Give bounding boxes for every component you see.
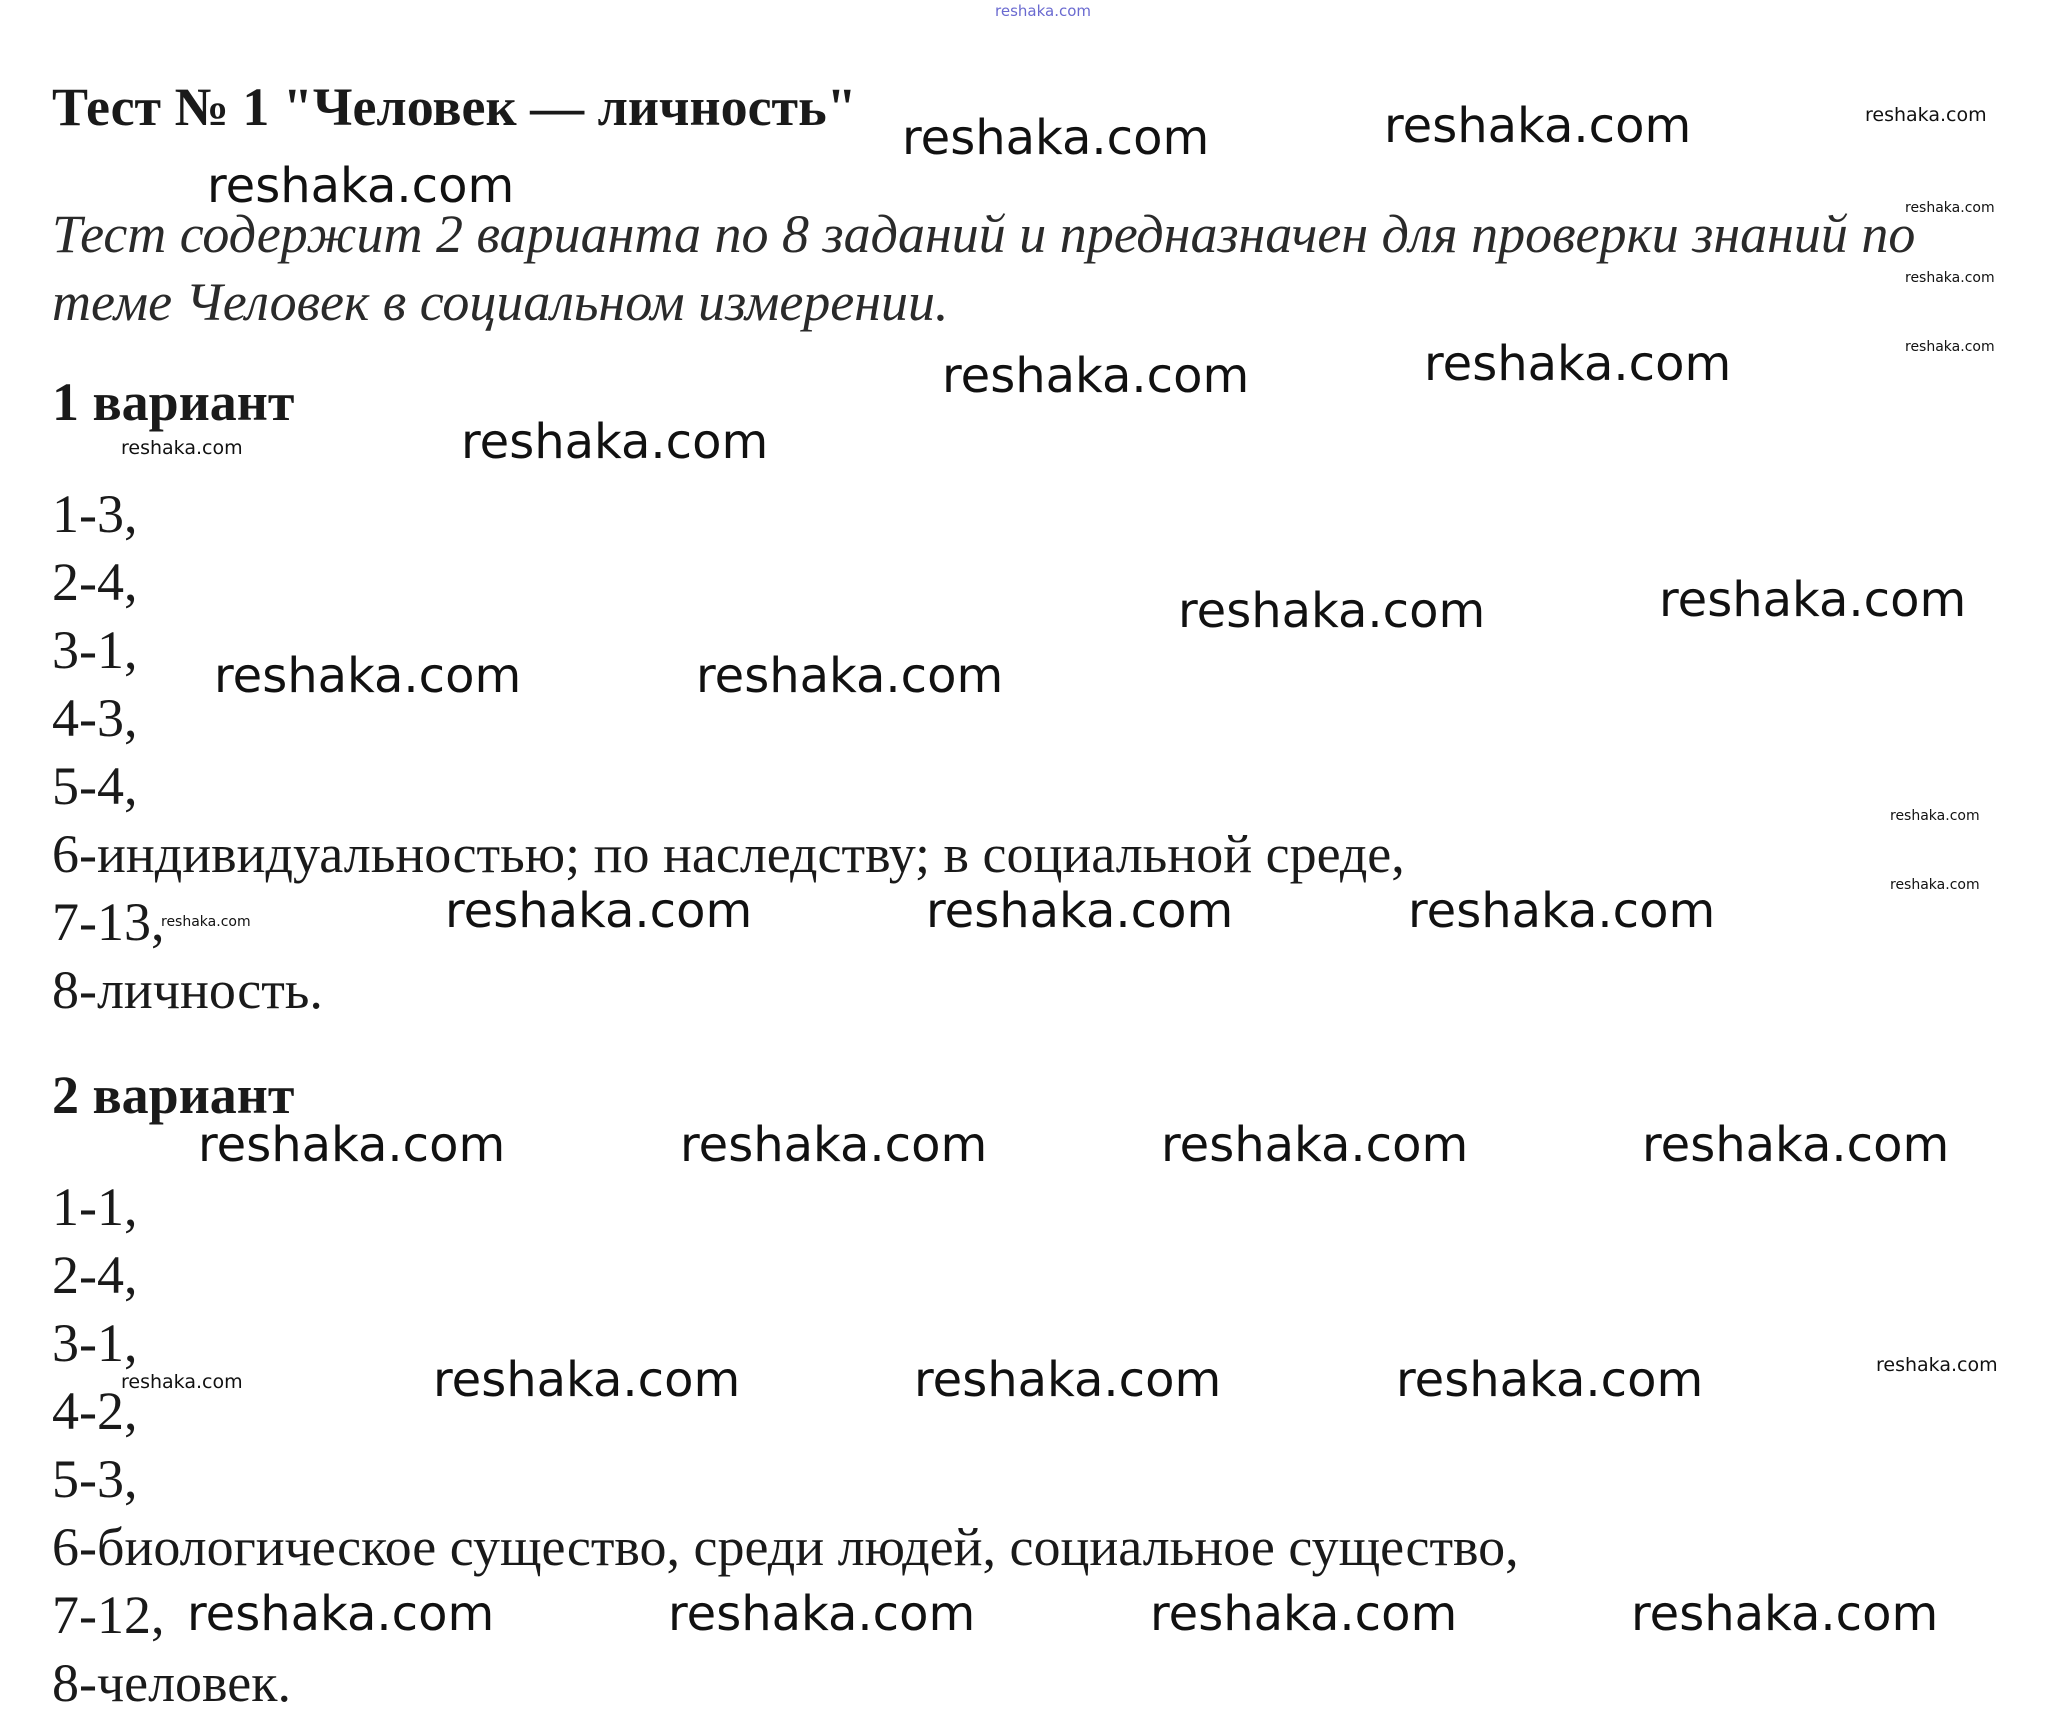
watermark: reshaka.com	[1150, 1586, 1458, 1642]
watermark: reshaka.com	[1659, 572, 1967, 628]
watermark: reshaka.com	[1905, 270, 1995, 286]
answer-item: 4-3,	[52, 688, 138, 748]
watermark: reshaka.com	[1178, 583, 1486, 639]
page-title: Тест № 1 "Человек — личность"	[52, 77, 857, 137]
variant-1-answers	[52, 480, 1405, 1024]
watermark: reshaka.com	[1161, 1117, 1469, 1173]
answer-item: 1-1,	[52, 1177, 138, 1237]
answer-item: 6-биологическое существо, среди людей, социальное существо,	[52, 1517, 1519, 1577]
watermark: reshaka.com	[1384, 98, 1692, 154]
watermark: reshaka.com	[942, 348, 1250, 404]
watermark: reshaka.com	[214, 648, 522, 704]
watermark: reshaka.com	[1865, 104, 1987, 126]
watermark: reshaka.com	[1631, 1586, 1939, 1642]
watermark: reshaka.com	[1424, 336, 1732, 392]
watermark: reshaka.com	[445, 883, 753, 939]
watermark: reshaka.com	[926, 883, 1234, 939]
watermark: reshaka.com	[680, 1117, 988, 1173]
watermark: reshaka.com	[461, 414, 769, 470]
answer-item: 8-личность.	[52, 960, 323, 1020]
watermark: reshaka.com	[696, 648, 1004, 704]
watermark: reshaka.com	[433, 1352, 741, 1408]
watermark: reshaka.com	[668, 1586, 976, 1642]
answer-item: 1-3,	[52, 484, 138, 544]
answer-item: 3-1,	[52, 1313, 138, 1373]
site-link[interactable]: reshaka.com	[995, 2, 1091, 20]
watermark: reshaka.com	[121, 437, 243, 459]
answer-item: 5-3,	[52, 1449, 138, 1509]
variant-2-heading: 2 вариант	[52, 1065, 295, 1125]
watermark: reshaka.com	[1905, 200, 1995, 216]
watermark: reshaka.com	[1408, 883, 1716, 939]
answer-item: 8-человек.	[52, 1653, 291, 1713]
answer-item: 4-2,	[52, 1381, 138, 1441]
watermark: reshaka.com	[1876, 1354, 1998, 1376]
answer-item: 5-4,	[52, 756, 138, 816]
answer-item: 2-4,	[52, 1245, 138, 1305]
watermark: reshaka.com	[902, 110, 1210, 166]
watermark: reshaka.com	[1905, 339, 1995, 355]
answer-item: 6-индивидуальностью; по наследству; в социальной среде,	[52, 824, 1405, 884]
watermark: reshaka.com	[161, 914, 251, 930]
watermark: reshaka.com	[1642, 1117, 1950, 1173]
watermark: reshaka.com	[207, 158, 515, 214]
watermark: reshaka.com	[198, 1117, 506, 1173]
variant-1-heading: 1 вариант	[52, 372, 295, 432]
intro-text: Тест содержит 2 варианта по 8 заданий и предназначен для проверки знаний по теме Человек в социальном измерении.	[52, 204, 1916, 332]
answer-item: 7-12,	[52, 1585, 165, 1645]
answer-item: 7-13,	[52, 892, 165, 952]
watermark: reshaka.com	[1890, 877, 1980, 893]
watermark: reshaka.com	[1890, 808, 1980, 824]
answer-item: 2-4,	[52, 552, 138, 612]
watermark: reshaka.com	[121, 1371, 243, 1393]
answer-item: 3-1,	[52, 620, 138, 680]
watermark: reshaka.com	[1396, 1352, 1704, 1408]
watermark: reshaka.com	[187, 1586, 495, 1642]
watermark: reshaka.com	[914, 1352, 1222, 1408]
